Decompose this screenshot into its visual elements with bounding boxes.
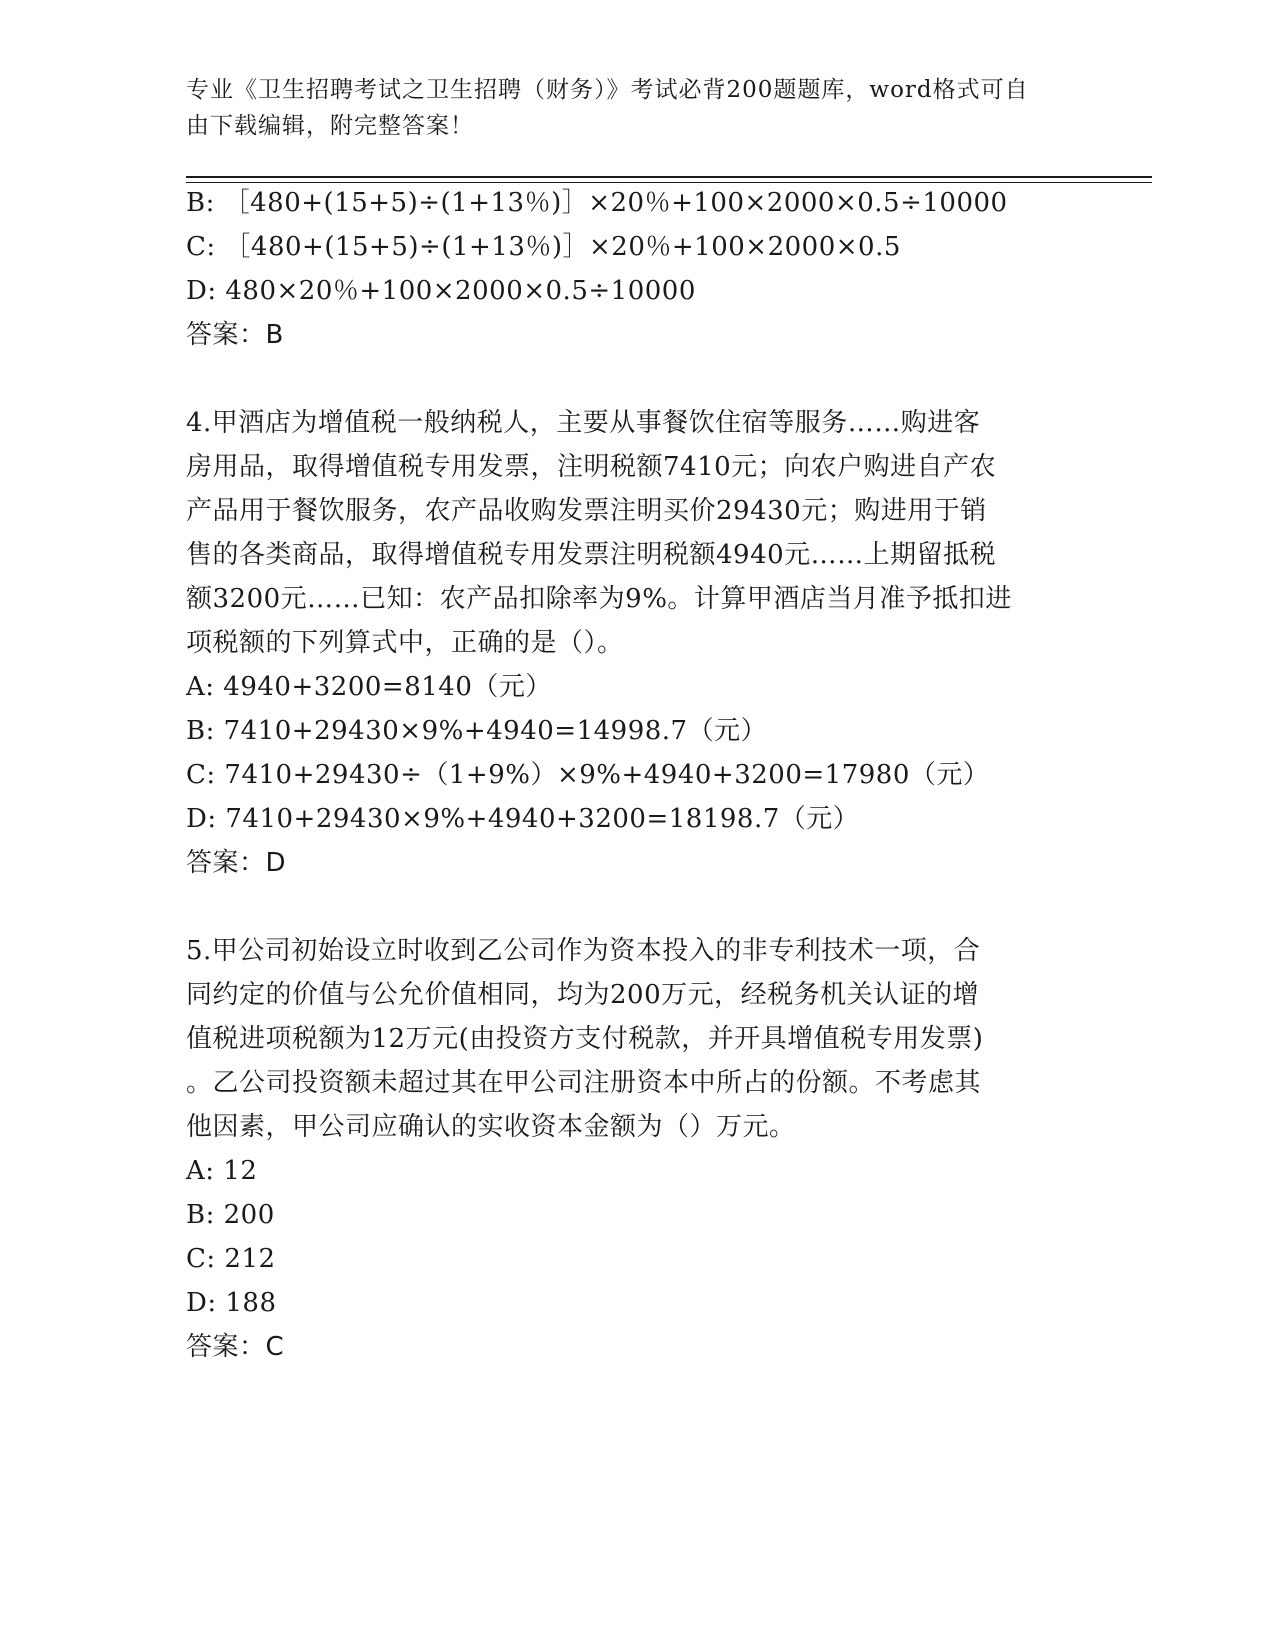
q5-stem-line: 他因素，甲公司应确认的实收资本金额为（）万元。	[186, 1112, 796, 1142]
q4-stem-line: 额3200元……已知：农产品扣除率为9%。计算甲酒店当月准予抵扣进	[186, 584, 1012, 614]
header-divider-thick	[186, 176, 1152, 178]
q4-option-c: C: 7410+29430÷（1+9%）×9%+4940+3200=17980（元）	[186, 760, 990, 790]
q4-option-b: B: 7410+29430×9%+4940=14998.7（元）	[186, 716, 768, 746]
q5-option-d: D: 188	[186, 1288, 277, 1318]
q4-stem-line: 项税额的下列算式中，正确的是（）。	[186, 628, 624, 658]
document-header	[186, 72, 1086, 144]
q4-option-d: D: 7410+29430×9%+4940+3200=18198.7（元）	[186, 804, 860, 834]
q3-option-d: D: 480×20％+100×2000×0.5÷10000	[186, 276, 696, 306]
q3-option-b: B: ［480+(15+5)÷(1+13％)］×20％+100×2000×0.5÷10000	[186, 188, 1008, 218]
q5-answer: 答案：C	[186, 1332, 285, 1362]
q5-stem-line: 。乙公司投资额未超过其在甲公司注册资本中所占的份额。不考虑其	[186, 1068, 982, 1098]
q4-answer: 答案：D	[186, 848, 287, 878]
q4-stem-line: 产品用于餐饮服务，农产品收购发票注明买价29430元；购进用于销	[186, 496, 987, 526]
q4-stem-line: 4.甲酒店为增值税一般纳税人，主要从事餐饮住宿等服务……购进客	[186, 408, 981, 438]
q3-option-c: C: ［480+(15+5)÷(1+13％)］×20％+100×2000×0.5	[186, 232, 901, 262]
q4-stem-line: 房用品，取得增值税专用发票，注明税额7410元；向农户购进自产农	[186, 452, 997, 482]
q4-option-a: A: 4940+3200=8140（元）	[186, 672, 552, 702]
q5-option-b: B: 200	[186, 1200, 275, 1230]
q5-stem-line: 值税进项税额为12万元(由投资方支付税款，并开具增值税专用发票)	[186, 1024, 984, 1054]
q5-stem-line: 5.甲公司初始设立时收到乙公司作为资本投入的非专利技术一项，合	[186, 936, 981, 966]
header-line-1: 专业《卫生招聘考试之卫生招聘（财务）》考试必背200题题库，word格式可自	[186, 77, 1029, 103]
q3-answer: 答案：B	[186, 320, 284, 350]
q5-stem-line: 同约定的价值与公允价值相同，均为200万元，经税务机关认证的增	[186, 980, 980, 1010]
header-line-2: 由下载编辑，附完整答案！	[186, 113, 474, 139]
q5-option-a: A: 12	[186, 1156, 258, 1186]
q4-stem-line: 售的各类商品，取得增值税专用发票注明税额4940元……上期留抵税	[186, 540, 997, 570]
q5-option-c: C: 212	[186, 1244, 276, 1274]
